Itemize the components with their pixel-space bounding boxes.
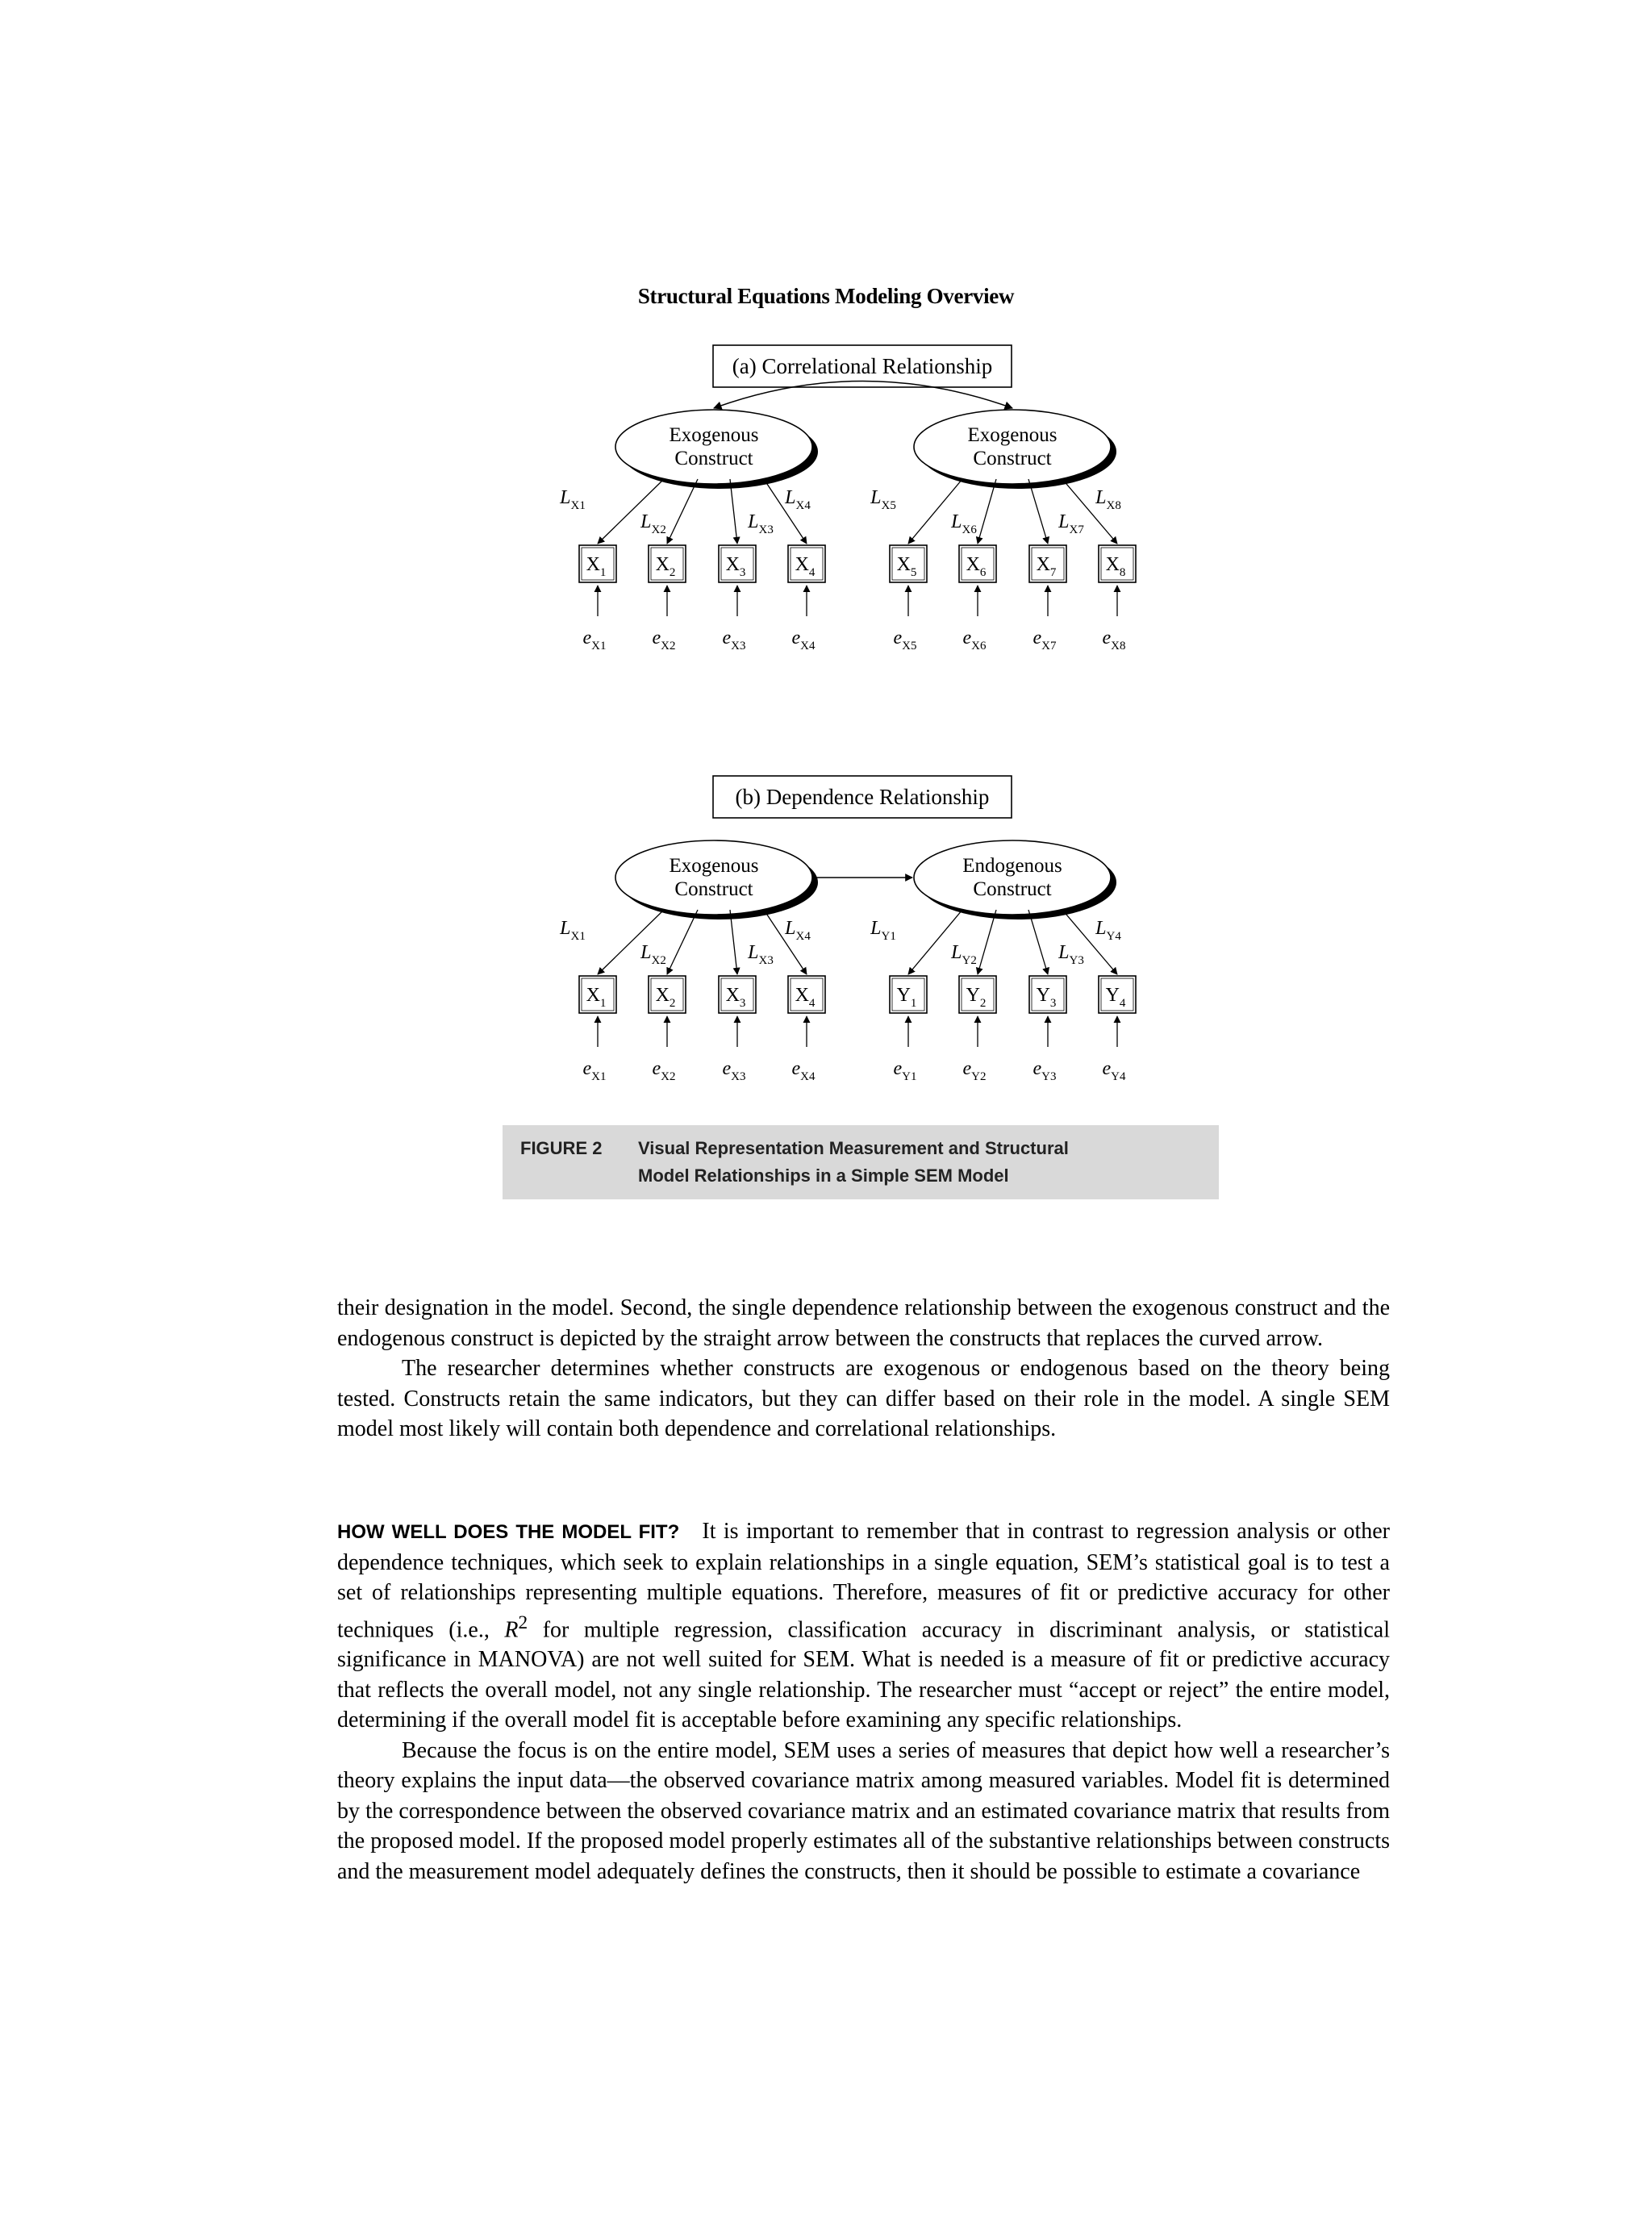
panel-a-construct-oval [914,410,1111,484]
r-superscript: 2 [518,1612,528,1633]
panel-a-construct-label: Construct [973,448,1052,469]
panel-b-loading-arrow [730,910,737,974]
panel-b-error-label: $e_{X3}$ [722,1058,746,1083]
panel-a-loading-label: $L_{X2}$ [640,511,666,536]
paragraph-4: Because the focus is on the entire model, SEM uses a series of measures that depict how well a researcher’s theory explains the input data—the observed covariance matrix among measured variables. Model fit is determined by the correspondence between the observed covariance matrix and an estimated covariance matrix that results from the proposed model. If the proposed model properly estimates all of the substantive relationships between constructs and the measurement model adequately defines the constructs, then it should be possible to estimate a covariance [337,1737,1390,1884]
caption-label: FIGURE 2 [520,1138,603,1158]
panel-b-loading-label: $L_{X4}$ [785,918,811,943]
body-block-1 [337,1293,1390,1445]
figure-caption [503,1125,1219,1199]
panel-a-loading-label: $L_{X1}$ [560,487,586,512]
panel-b-error-label: $e_{X2}$ [652,1058,676,1083]
panel-a-loading-label: $L_{X6}$ [951,511,977,536]
panel-b-dependence [559,776,1136,1083]
panel-a-correlation-arrow [714,382,1012,409]
body-block-2 [337,1516,1390,1887]
panel-a-indicator-label: $X_6$ [966,554,987,579]
panel-a-loading-label: $L_{X4}$ [785,487,811,512]
panel-a-indicator-label: $X_7$ [1036,554,1057,579]
panel-b-loading-arrow [1028,910,1048,974]
panel-b-indicator-label: $X_4$ [795,985,816,1010]
panel-a-error-label: $e_{X4}$ [791,628,816,653]
panel-b-indicator-label: $Y_3$ [1036,985,1057,1010]
panel-b-construct-label: Exogenous [669,855,759,877]
panel-b-error-label: $e_{X4}$ [791,1058,816,1083]
panel-a-loading-arrow [667,479,698,544]
panel-b-title: (b) Dependence Relationship [735,785,990,809]
panel-b-indicator-label: $X_3$ [725,985,746,1010]
panel-b-loading-label: $L_{Y1}$ [870,918,896,943]
panel-a-error-label: $e_{X5}$ [893,628,917,653]
panel-a-loading-arrow [730,479,737,544]
panel-b-indicator-label: $X_1$ [586,985,607,1010]
panel-b-loading-label: $L_{Y3}$ [1058,942,1084,967]
panel-b-error-label: $e_{Y2}$ [962,1058,987,1083]
paragraph-3-part-a: It is important to remember that in contrast to regression analysis or other dependence techniques, which seek to explain relationships in a single equation, SEM’s statistical goal is to test a set of relationships representing multiple equations. Therefore, measures of fit or predictive accuracy for other techniques (i.e., [337,1519,1390,1642]
panel-b-error-label: $e_{Y3}$ [1032,1058,1057,1083]
panel-a-loading-arrow [978,479,996,544]
panel-b-construct-label: Construct [973,878,1052,900]
panel-a-loading-arrow [1028,479,1048,544]
panel-a-indicator-label: $X_2$ [655,554,676,579]
panel-a-error-label: $e_{X7}$ [1032,628,1057,653]
panel-b-indicator-label: $Y_4$ [1105,985,1126,1010]
panel-b-loading-label: $L_{X2}$ [640,942,666,967]
paragraph-3 [337,1516,1390,1736]
panel-a-loading-label: $L_{X5}$ [870,487,896,512]
panel-a-error-label: $e_{X6}$ [962,628,987,653]
panel-a-loading-label: $L_{X3}$ [748,511,774,536]
panel-a-construct-label: Exogenous [967,424,1058,446]
panel-a-error-label: $e_{X1}$ [582,628,607,653]
panel-b-loading-label: $L_{X3}$ [748,942,774,967]
panel-b-error-label: $e_{Y1}$ [893,1058,917,1083]
panel-a-construct-oval [615,410,812,484]
panel-a-loading-label: $L_{X8}$ [1095,487,1121,512]
panel-b-error-label: $e_{Y4}$ [1102,1058,1126,1083]
panel-a-title: (a) Correlational Relationship [732,354,993,378]
panel-a-indicator-label: $X_3$ [725,554,746,579]
panel-b-indicator-label: $Y_2$ [966,985,987,1010]
panel-a-correlational [559,345,1136,653]
panel-b-loading-label: $L_{Y2}$ [951,942,977,967]
caption-line-2: Model Relationships in a Simple SEM Model [638,1165,1009,1186]
panel-b-indicator-label: $X_2$ [655,985,676,1010]
panel-b-construct-label: Endogenous [962,855,1062,877]
caption-line-1: Visual Representation Measurement and Structural [638,1138,1069,1158]
panel-b-loading-arrow [667,910,698,974]
r-symbol: R [504,1616,519,1642]
running-title: Structural Equations Modeling Overview [637,284,1015,308]
panel-a-indicator-label: $X_1$ [586,554,607,579]
panel-a-error-label: $e_{X3}$ [722,628,746,653]
panel-a-indicator-label: $X_8$ [1105,554,1126,579]
paragraph-3-part-b: for multiple regression, classification accuracy in discriminant analysis, or statistical significance in MANOVA) are not well suited for SEM. What is needed is a measure of fit or predictive accuracy that reflects the overall model, not any single relationship. The researcher must “accept or reject” the entire model, determining if the overall model fit is acceptable before examining any specific relationships. [337,1616,1390,1733]
panel-a-indicator-label: $X_4$ [795,554,816,579]
panel-b-error-label: $e_{X1}$ [582,1058,607,1083]
panel-a-error-label: $e_{X8}$ [1102,628,1126,653]
section-heading: HOW WELL DOES THE MODEL FIT? [337,1521,680,1543]
panel-b-loading-arrow [978,910,996,974]
panel-b-loading-label: $L_{Y4}$ [1095,918,1121,943]
panel-a-construct-label: Construct [674,448,753,469]
paragraph-1: their designation in the model. Second, the single dependence relationship between the exogenous construct and the endogenous construct is depicted by the straight arrow between the constructs that replaces the curved arrow. [337,1295,1390,1351]
panel-b-construct-oval [914,840,1111,915]
panel-a-error-label: $e_{X2}$ [652,628,676,653]
panel-a-indicator-label: $X_5$ [896,554,917,579]
panel-b-indicator-label: $Y_1$ [896,985,917,1010]
panel-a-loading-label: $L_{X7}$ [1058,511,1084,536]
panel-a-construct-label: Exogenous [669,424,759,446]
panel-b-construct-label: Construct [674,878,753,900]
panel-b-loading-label: $L_{X1}$ [560,918,586,943]
panel-b-construct-oval [615,840,812,915]
paragraph-2: The researcher determines whether constructs are exogenous or endogenous based on the theory being tested. Constructs retain the same indicators, but they can differ based on their role in the model. A single SEM model most likely will contain both dependence and correlational relationships. [337,1356,1390,1441]
